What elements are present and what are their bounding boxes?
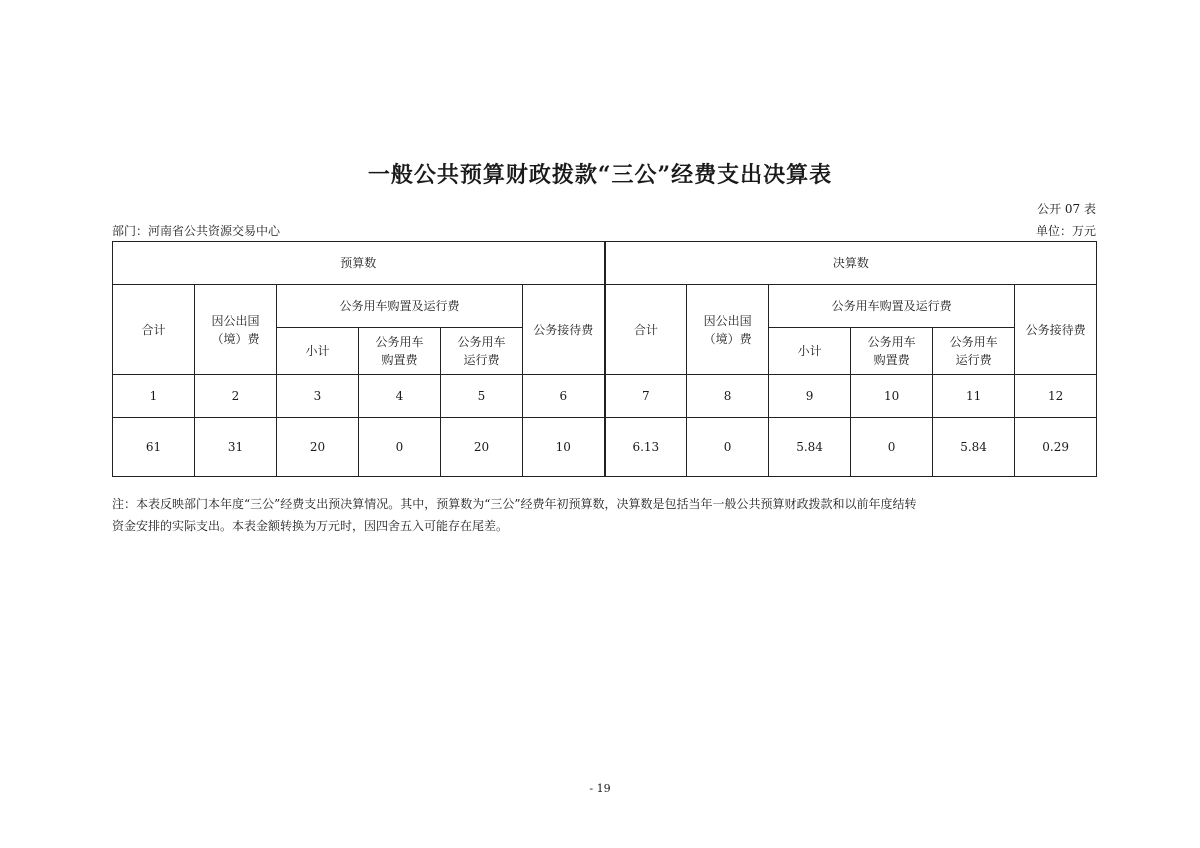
budget-purchase-header-line2: 购置费 <box>381 353 418 367</box>
value-cell: 0 <box>687 418 769 477</box>
budget-purchase-header-line1: 公务用车 <box>375 335 424 349</box>
value-cell: 31 <box>195 418 277 477</box>
budget-abroad-header-line1: 因公出国 <box>211 313 260 328</box>
table-note-line1: 注：本表反映部门本年度“三公”经费支出预决算情况。其中，预算数为“三公”经费年初预算数，决算数是包括当年一般公共预算财政拨款和以前年度结转 <box>112 497 917 511</box>
final-abroad-header <box>687 285 769 375</box>
value-cell: 61 <box>113 418 195 477</box>
expenditure-table <box>112 241 1097 477</box>
index-cell: 10 <box>851 375 933 418</box>
budget-operation-header-line2: 运行费 <box>463 353 500 367</box>
final-purchase-header-line1: 公务用车 <box>867 335 916 349</box>
final-purchase-header-line2: 购置费 <box>873 353 910 367</box>
value-cell: 0 <box>851 418 933 477</box>
final-vehicle-header: 公务用车购置及运行费 <box>769 285 1015 328</box>
index-cell: 3 <box>277 375 359 418</box>
group-header-row <box>113 242 1097 285</box>
table-note <box>112 493 1096 537</box>
index-row <box>113 375 1097 418</box>
page-title: 一般公共预算财政拨款“三公”经费支出决算表 <box>367 162 833 188</box>
final-header: 决算数 <box>605 242 1097 285</box>
final-abroad-header-line1: 因公出国 <box>703 313 752 328</box>
value-cell: 0 <box>359 418 441 477</box>
value-cell: 10 <box>523 418 605 477</box>
final-subtotal-header: 小计 <box>769 328 851 375</box>
value-cell: 20 <box>277 418 359 477</box>
value-cell: 5.84 <box>933 418 1015 477</box>
budget-vehicle-header: 公务用车购置及运行费 <box>277 285 523 328</box>
index-cell: 12 <box>1015 375 1097 418</box>
budget-header: 预算数 <box>113 242 605 285</box>
unit-label: 单位：万元 <box>1035 224 1096 238</box>
index-cell: 6 <box>523 375 605 418</box>
final-abroad-header-line2: （境）费 <box>703 331 752 346</box>
final-total-header: 合计 <box>605 285 687 375</box>
budget-reception-header: 公务接待费 <box>523 285 605 375</box>
final-operation-header <box>933 328 1015 375</box>
value-row <box>113 418 1097 477</box>
budget-purchase-header <box>359 328 441 375</box>
page-number: - 19 <box>589 782 611 795</box>
index-cell: 11 <box>933 375 1015 418</box>
index-cell: 1 <box>113 375 195 418</box>
column-header-row <box>113 285 1097 328</box>
value-cell: 0.29 <box>1015 418 1097 477</box>
table-note-line2: 资金安排的实际支出。本表金额转换为万元时，因四舍五入可能存在尾差。 <box>112 519 509 533</box>
final-reception-header: 公务接待费 <box>1015 285 1097 375</box>
budget-total-header: 合计 <box>113 285 195 375</box>
index-cell: 8 <box>687 375 769 418</box>
index-cell: 2 <box>195 375 277 418</box>
index-cell: 9 <box>769 375 851 418</box>
value-cell: 5.84 <box>769 418 851 477</box>
budget-subtotal-header: 小计 <box>277 328 359 375</box>
table-code: 公开 07 表 <box>1037 202 1096 216</box>
budget-abroad-header <box>195 285 277 375</box>
budget-operation-header-line1: 公务用车 <box>457 335 506 349</box>
final-purchase-header <box>851 328 933 375</box>
index-cell: 4 <box>359 375 441 418</box>
value-cell: 6.13 <box>605 418 687 477</box>
index-cell: 5 <box>441 375 523 418</box>
index-cell: 7 <box>605 375 687 418</box>
budget-abroad-header-line2: （境）费 <box>211 331 260 346</box>
final-operation-header-line1: 公务用车 <box>949 335 998 349</box>
department-label: 部门：河南省公共资源交易中心 <box>112 224 281 238</box>
final-operation-header-line2: 运行费 <box>955 353 992 367</box>
budget-operation-header <box>441 328 523 375</box>
value-cell: 20 <box>441 418 523 477</box>
